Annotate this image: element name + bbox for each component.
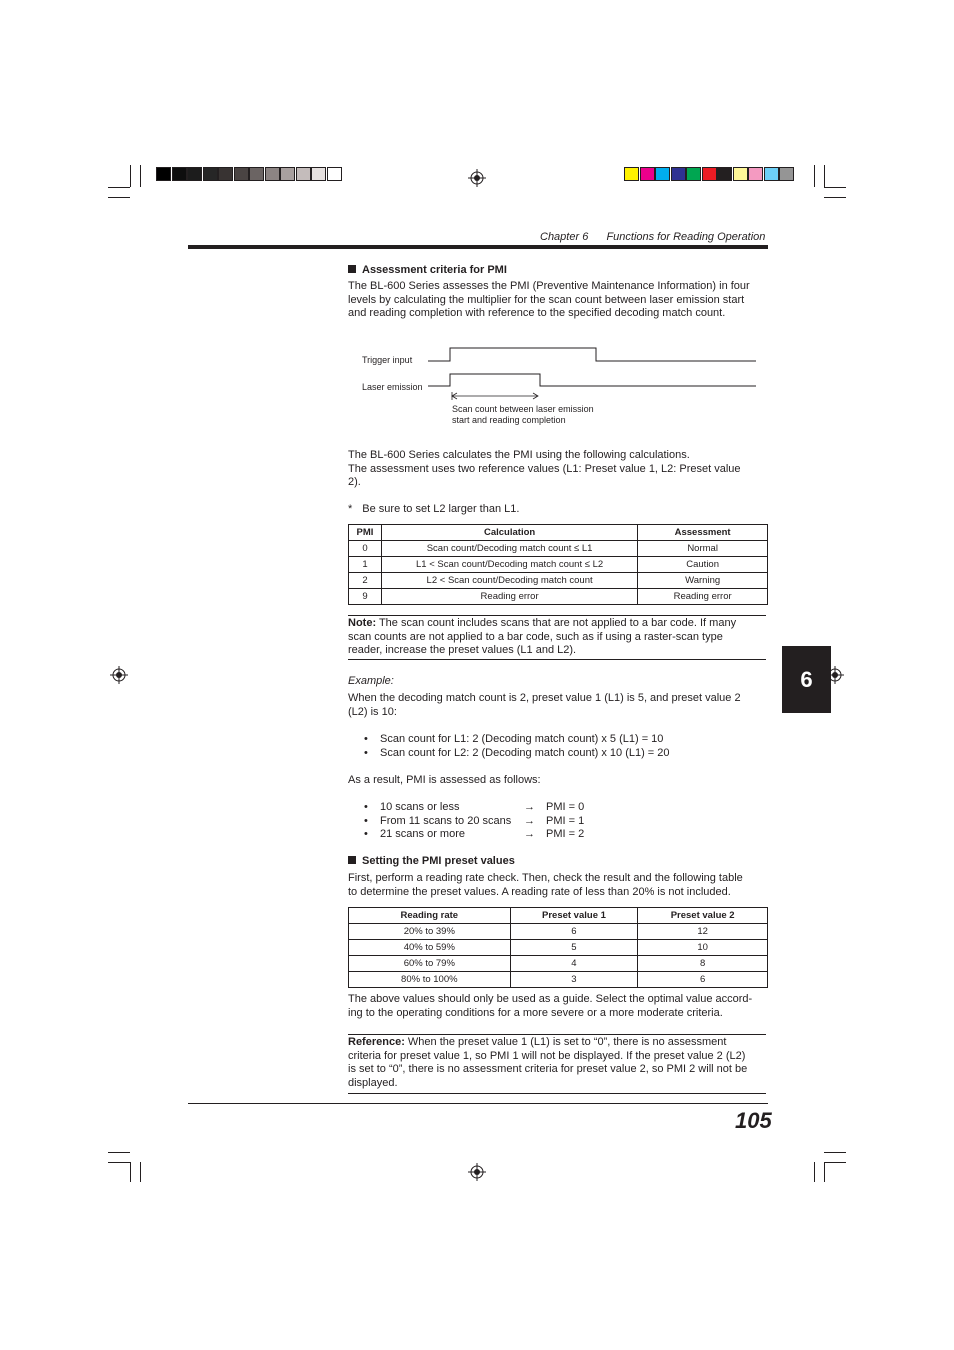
color-swatch: [327, 167, 342, 181]
section1-intro: The BL-600 Series assesses the PMI (Preventive Maintenance Information) in four levels by calculating the multiplier for the scan count between laser emission start and reading completion with reference to the specified decoding match count.: [348, 280, 750, 320]
table-header-cell: Preset value 1: [510, 908, 638, 924]
note-bottom-rule: [348, 659, 766, 660]
registration-mark-icon: [468, 1163, 486, 1181]
guide-text: The above values should only be used as a guide. Select the optimal value accord- ing to the operating conditions for a more severe or a more moderate criteria.: [348, 993, 753, 1019]
table-cell: Scan count/Decoding match count ≤ L1: [381, 541, 637, 557]
table-row: [349, 972, 768, 988]
table-cell: 80% to 100%: [349, 972, 511, 988]
table-row: [349, 541, 768, 557]
note-top-rule: [348, 615, 766, 616]
table-cell: 4: [510, 956, 638, 972]
reference-block: Reference: When the preset value 1 (L1) is set to “0”, there is no assessment criteria for preset value 1, so PMI 1 will not be displayed. If the preset value 2 (L2) is set to “0”, there is no assessment criteria for preset value 2, so PMI 2 will not be displayed.: [348, 1036, 748, 1089]
result-bullets: [364, 801, 584, 842]
table-cell: Warning: [638, 573, 768, 589]
registration-mark-icon: [110, 666, 128, 684]
color-swatch: [172, 167, 187, 181]
timing-waveforms: [420, 340, 760, 410]
example-bullets: [364, 733, 670, 760]
table-cell: Reading error: [638, 589, 768, 605]
color-swatch: [296, 167, 311, 181]
table-cell: 40% to 59%: [349, 940, 511, 956]
example-intro: When the decoding match count is 2, preset value 1 (L1) is 5, and preset value 2 (L2) is 10:: [348, 692, 741, 718]
table-cell: 2: [349, 573, 382, 589]
table-cell: Reading error: [381, 589, 637, 605]
table-header-cell: Reading rate: [349, 908, 511, 924]
table-cell: 6: [638, 972, 768, 988]
color-swatch: [265, 167, 280, 181]
table-header-cell: PMI: [349, 525, 382, 541]
table-row: [349, 573, 768, 589]
example-label: Example:: [348, 675, 394, 687]
color-swatch: [234, 167, 249, 181]
color-swatch: [733, 167, 748, 181]
table-cell: 20% to 39%: [349, 924, 511, 940]
scan-count-annotation: Scan count between laser emission start and reading completion: [452, 404, 594, 425]
color-swatch: [156, 167, 171, 181]
color-swatch: [640, 167, 655, 181]
table-row: [349, 956, 768, 972]
square-bullet-icon: [348, 856, 356, 864]
page-number: 105: [735, 1108, 772, 1133]
table-row: [349, 940, 768, 956]
color-swatch: [655, 167, 670, 181]
result-intro: As a result, PMI is assessed as follows:: [348, 774, 541, 786]
footnote: * Be sure to set L2 larger than L1.: [348, 503, 520, 515]
table-row: [349, 557, 768, 573]
list-item: • Scan count for L2: 2 (Decoding match count) x 10 (L1) = 20: [364, 746, 670, 759]
color-swatch: [311, 167, 326, 181]
trigger-input-label: Trigger input: [362, 355, 413, 365]
table-cell: 8: [638, 956, 768, 972]
table-cell: Caution: [638, 557, 768, 573]
reference-top-rule: [348, 1034, 766, 1035]
table-cell: 9: [349, 589, 382, 605]
table-cell: Normal: [638, 541, 768, 557]
color-swatch: [702, 167, 717, 181]
color-swatch: [218, 167, 233, 181]
table-cell: 0: [349, 541, 382, 557]
color-swatch: [764, 167, 779, 181]
color-swatch: [717, 167, 732, 181]
pmi-assessment-table: [348, 524, 768, 605]
calculation-explanation: The BL-600 Series calculates the PMI using the following calculations. The assessment uses two reference values (L1: Preset value 1, L2: Preset value 2).: [348, 449, 741, 489]
square-bullet-icon: [348, 265, 356, 273]
table-cell: 12: [638, 924, 768, 940]
color-swatch: [249, 167, 264, 181]
header-rule: [188, 245, 768, 249]
color-swatch: [779, 167, 794, 181]
chapter-tab: 6: [782, 646, 831, 713]
table-row: [349, 924, 768, 940]
section-heading-assessment: Assessment criteria for PMI: [348, 264, 507, 276]
table-cell: 10: [638, 940, 768, 956]
table-cell: 5: [510, 940, 638, 956]
list-item: • 21 scans or more → PMI = 2: [364, 828, 585, 841]
table-header-cell: Assessment: [638, 525, 768, 541]
table-header-cell: Preset value 2: [638, 908, 768, 924]
color-swatch: [624, 167, 639, 181]
color-swatch: [748, 167, 763, 181]
preset-values-table: [348, 907, 768, 988]
laser-emission-label: Laser emission: [362, 382, 423, 392]
color-swatch: [280, 167, 295, 181]
table-cell: 60% to 79%: [349, 956, 511, 972]
table-cell: 1: [349, 557, 382, 573]
list-item: • From 11 scans to 20 scans → PMI = 1: [364, 814, 585, 827]
table-row: [349, 589, 768, 605]
reference-bottom-rule: [348, 1093, 766, 1094]
footer-rule: [188, 1103, 768, 1104]
list-item: • 10 scans or less → PMI = 0: [364, 801, 585, 813]
note-block: Note: The scan count includes scans that are not applied to a bar code. If many scan counts are not applied to a bar code, such as if using a raster-scan type reader, increase the preset values (L1 and L2).: [348, 617, 737, 657]
table-cell: L1 < Scan count/Decoding match count ≤ L2: [381, 557, 637, 573]
table-cell: L2 < Scan count/Decoding match count: [381, 573, 637, 589]
color-swatch: [203, 167, 218, 181]
list-item: • Scan count for L1: 2 (Decoding match count) x 5 (L1) = 10: [364, 733, 664, 745]
section2-intro: First, perform a reading rate check. Then, check the result and the following table to determine the preset values. A reading rate of less than 20% is not included.: [348, 872, 743, 898]
header-chapter: Chapter 6: [540, 231, 589, 243]
color-swatch: [671, 167, 686, 181]
section-heading-preset-values: Setting the PMI preset values: [348, 855, 515, 867]
color-swatch: [187, 167, 202, 181]
running-header: [540, 231, 765, 243]
table-cell: 3: [510, 972, 638, 988]
registration-mark-icon: [468, 169, 486, 187]
table-cell: 6: [510, 924, 638, 940]
table-header-cell: Calculation: [381, 525, 637, 541]
color-swatch: [686, 167, 701, 181]
header-section-title: Functions for Reading Operation: [606, 231, 766, 243]
